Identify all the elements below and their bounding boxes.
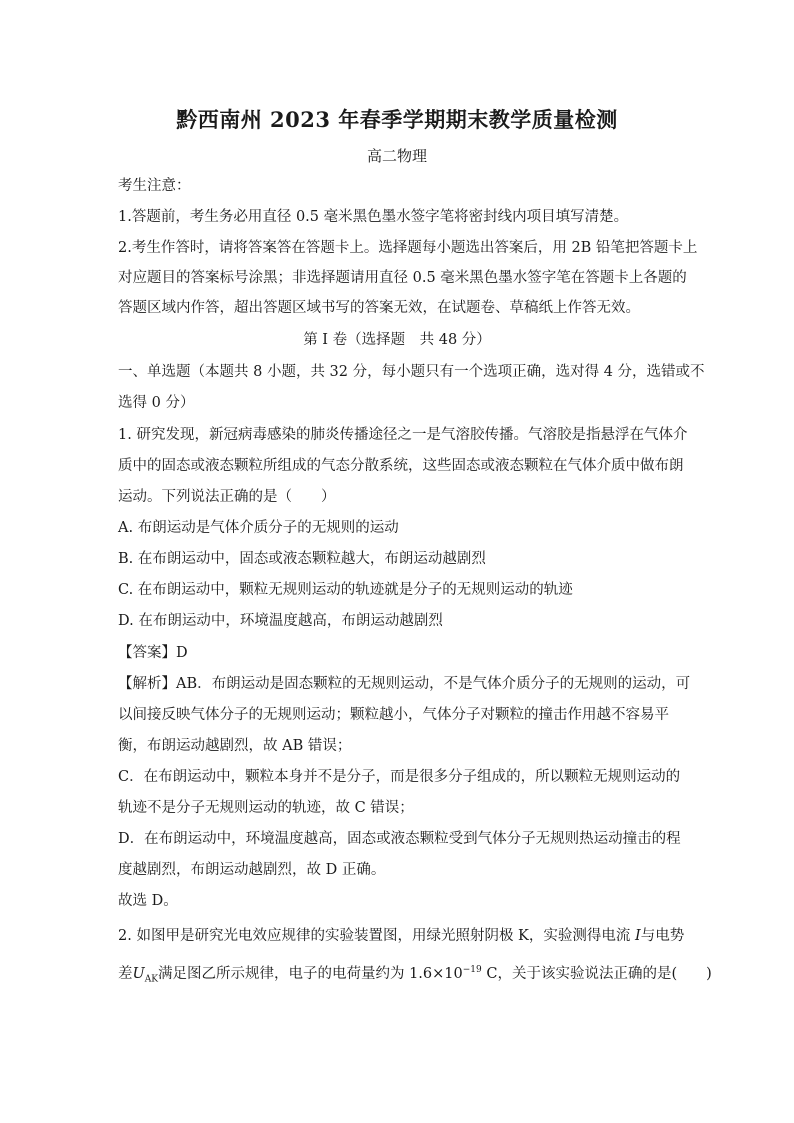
exam-title: 黔西南州 2023 年春季学期期末教学质量检测 [176,107,618,132]
charge-exponent: −19 [462,965,482,975]
q2-line2-mid: 满足图乙所示规律，电子的电荷量约为 1.6×10 [157,965,463,982]
q1-option-d: D. 在布朗运动中，环境温度越高，布朗运动越剧烈 [118,613,443,629]
notice-item-1: 1.答题前，考生务必用直径 0.5 毫米黑色墨水签字笔将密封线内项目填写清楚。 [118,209,629,225]
q2-stem-line-1 [118,926,685,946]
notice-heading: 考生注意： [118,178,191,194]
q1-analysis-line-6: D．在布朗运动中，环境温度越高，固态或液态颗粒受到气体分子无规则热运动撞击的程 [118,831,681,847]
q2-line2-lead: 差 [118,965,133,982]
notice-item-2-line-2: 对应题目的答案标号涂黑；非选择题请用直径 0.5 毫米黑色墨水签字笔在答题卡上各题的 [118,270,687,286]
voltage-subscript: AK [144,974,158,985]
current-symbol: I [635,928,641,944]
q1-analysis-line-4: C．在布朗运动中，颗粒本身并不是分子，而是很多分子组成的，所以颗粒无规则运动的 [118,769,681,785]
q1-stem-line-3: 运动。下列说法正确的是（ ） [118,489,336,505]
q1-analysis-line-1: 【解析】AB．布朗运动是固态颗粒的无规则运动，不是气体介质分子的无规则的运动，可 [118,676,691,692]
q1-answer: 【答案】D [118,645,188,661]
voltage-symbol: U [132,965,145,982]
q1-stem-line-2: 质中的固态或液态颗粒所组成的气态分散系统，这些固态或液态颗粒在气体介质中做布朗 [118,458,684,474]
q1-analysis-line-2: 以间接反映气体分子的无规则运动；颗粒越小，气体分子对颗粒的撞击作用越不容易平 [118,707,669,723]
q2-stem-line-2 [118,960,712,990]
notice-item-2-line-3: 答题区域内作答，超出答题区域书写的答案无效，在试题卷、草稿纸上作答无效。 [118,300,640,316]
q1-analysis-line-5: 轨迹不是分子无规则运动的轨迹，故 C 错误； [118,800,414,816]
q1-conclusion: 故选 D。 [118,893,178,909]
question-type-line-1: 一、单选题（本题共 8 小题，共 32 分，每小题只有一个选项正确，选对得 4 分，选错或不 [118,364,705,380]
q1-analysis-line-3: 衡，布朗运动越剧烈，故 AB 错误； [118,738,352,754]
q1-analysis-line-7: 度越剧烈，布朗运动越剧烈，故 D 正确。 [118,862,386,878]
q2-line1-text: 2. 如图甲是研究光电效应规律的实验装置图，用绿光照射阴极 K，实验测得电流 [118,928,635,944]
q2-line1-tail: 与电势 [640,928,685,944]
q1-stem-line-1: 1. 研究发现，新冠病毒感染的肺炎传播途径之一是气溶胶传播。气溶胶是指悬浮在气体介 [118,427,688,443]
q1-option-a: A. 布朗运动是气体介质分子的无规则的运动 [118,520,399,536]
q1-option-b: B. 在布朗运动中，固态或液态颗粒越大，布朗运动越剧烈 [118,551,486,567]
q1-option-c: C. 在布朗运动中，颗粒无规则运动的轨迹就是分子的无规则运动的轨迹 [118,582,573,598]
question-type-line-2: 选得 0 分） [118,395,195,411]
part-title: 第 I 卷（选择题 共 48 分） [303,332,491,348]
q2-line2-tail: C，关于该实验说法正确的是( ) [481,965,712,982]
exam-subject: 高二物理 [366,147,427,165]
notice-item-2-line-1: 2.考生作答时，请将答案答在答题卡上。选择题每小题选出答案后，用 2B 铅笔把答题卡上 [118,240,698,256]
